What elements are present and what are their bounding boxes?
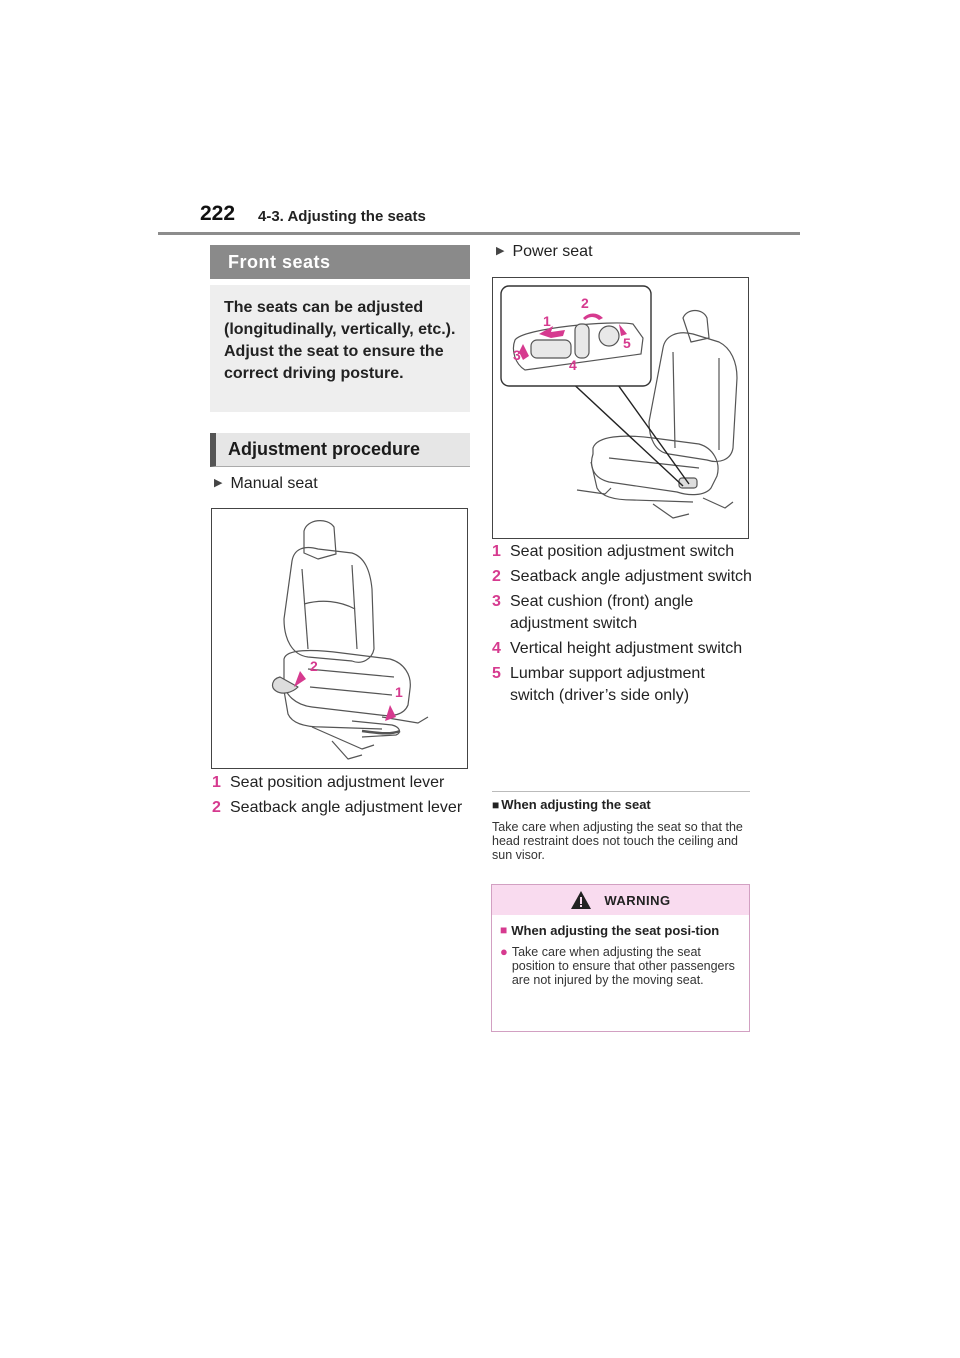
note-heading [492, 797, 651, 812]
power-callout-1: 1 [543, 313, 551, 329]
warning-label: WARNING [604, 892, 671, 908]
power-callout-4: 4 [569, 357, 577, 373]
manual-seat-list [212, 772, 472, 822]
header-rule [158, 232, 800, 235]
list-item [492, 591, 752, 635]
adjustment-procedure-heading: Adjustment procedure [210, 433, 470, 467]
warning-box [491, 884, 750, 1032]
power-seat-label [496, 243, 593, 261]
list-item [492, 663, 752, 707]
power-seat-label-text: Power seat [512, 243, 593, 260]
list-item-number: 3 [492, 593, 501, 610]
triangle-right-icon: ▶ [496, 245, 505, 257]
manual-seat-figure [211, 508, 468, 769]
list-item [212, 797, 472, 819]
warning-title [500, 923, 741, 938]
list-item-text: Seat position adjustment lever [230, 774, 445, 791]
power-callout-5: 5 [623, 335, 631, 351]
note-body: Take care when adjusting the seat so that the head restraint does not touch the ceiling and sun visor. [492, 820, 743, 862]
warning-item-text: Take care when adjusting the seat position to ensure that other passengers are not injured by the moving seat. [511, 945, 735, 987]
list-item-number: 1 [212, 774, 221, 791]
list-item-number: 4 [492, 640, 501, 657]
intro-text: The seats can be adjusted (longitudinally, vertically, etc.). Adjust the seat to ensure the correct driving posture. [210, 285, 470, 412]
front-seats-heading: Front seats [210, 245, 470, 279]
triangle-right-icon: ▶ [214, 477, 223, 489]
manual-callout-2: 2 [310, 658, 318, 674]
list-item-number: 2 [212, 799, 221, 816]
page-number: 222 [200, 202, 236, 225]
list-item-number: 5 [492, 665, 501, 682]
list-item-text: Seat position adjustment switch [510, 543, 735, 560]
bullet-icon: ● [500, 944, 508, 959]
warning-item [500, 945, 741, 987]
square-bullet-icon: ■ [500, 923, 508, 937]
list-item-text: Vertical height adjustment switch [510, 640, 743, 657]
list-item-text: Seat cushion (front) angle adjustment switch [510, 593, 694, 632]
manual-seat-illustration [212, 509, 467, 768]
power-seat-illustration [493, 278, 748, 538]
list-item-text: Lumbar support adjustment switch (driver’s side only) [510, 665, 705, 704]
manual-seat-label-text: Manual seat [230, 475, 318, 492]
power-seat-figure [492, 277, 749, 539]
note-divider [492, 791, 750, 792]
manual-seat-label [214, 475, 318, 493]
power-callout-3: 3 [513, 347, 521, 363]
list-item [492, 638, 752, 660]
square-bullet-icon: ■ [492, 798, 500, 812]
list-item-text: Seatback angle adjustment lever [230, 799, 463, 816]
power-seat-list [492, 541, 752, 710]
list-item [492, 541, 752, 563]
warning-triangle-icon [570, 890, 592, 910]
manual-callout-1: 1 [395, 684, 403, 700]
list-item-text: Seatback angle adjustment switch [510, 568, 752, 585]
warning-header [492, 885, 749, 915]
list-item-number: 1 [492, 543, 501, 560]
section-title: 4-3. Adjusting the seats [258, 208, 426, 225]
list-item [212, 772, 472, 794]
power-callout-2: 2 [581, 295, 589, 311]
list-item-number: 2 [492, 568, 501, 585]
note-heading-text: When adjusting the seat [501, 797, 651, 812]
list-item [492, 566, 752, 588]
warning-title-text: When adjusting the seat posi-tion [511, 923, 720, 938]
